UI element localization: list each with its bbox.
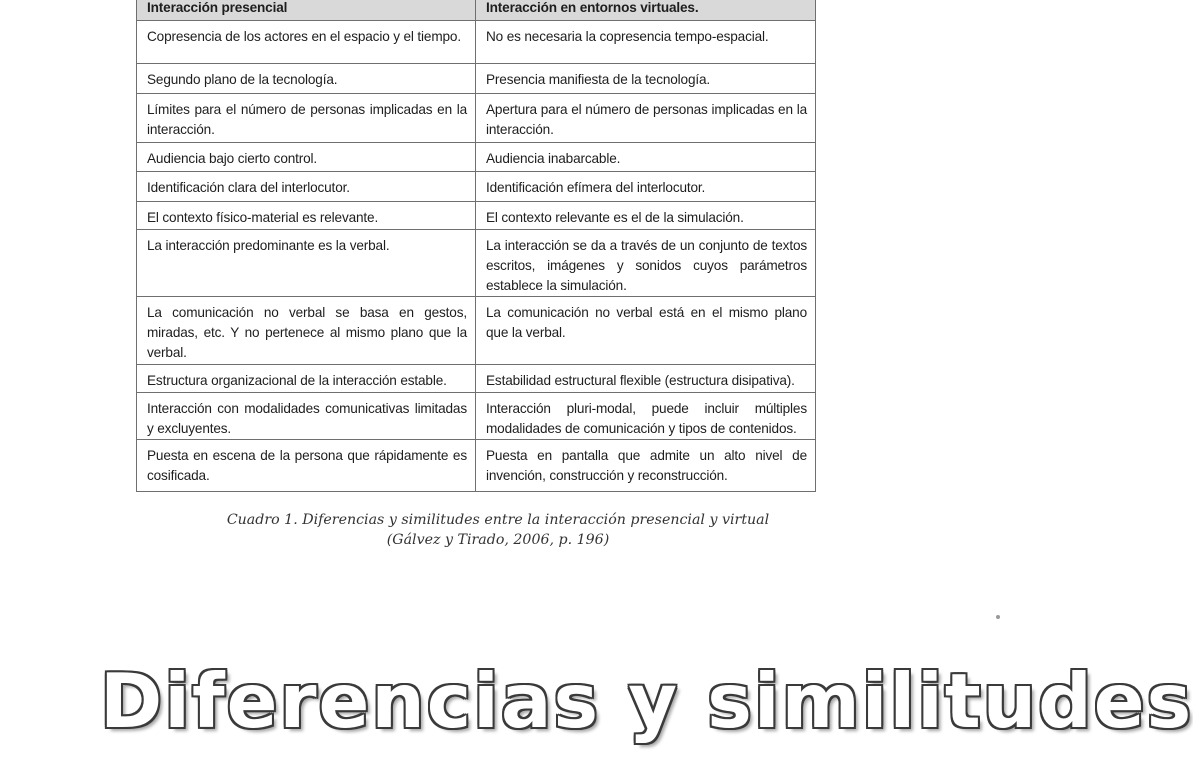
- table-row: [137, 297, 816, 365]
- table-cell: Estructura organizacional de la interacción estable.: [137, 365, 476, 393]
- table-cell: Interacción pluri-modal, puede incluir múltiples modalidades de comunicación y tipos de contenidos.: [476, 393, 816, 440]
- table-cell: La comunicación no verbal está en el mismo plano que la verbal.: [476, 297, 816, 365]
- table-caption-source: (Gálvez y Tirado, 2006, p. 196): [386, 532, 610, 548]
- table-cell: La comunicación no verbal se basa en gestos, miradas, etc. Y no pertenece al mismo plano que la verbal.: [137, 297, 476, 365]
- comparison-table: [136, 0, 816, 492]
- table-row: [137, 94, 816, 143]
- table-row: [137, 393, 816, 440]
- table-cell: Apertura para el número de personas implicadas en la interacción.: [476, 94, 816, 143]
- table-row: [137, 440, 816, 492]
- table-caption-title: Cuadro 1. Diferencias y similitudes entre la interacción presencial y virtual: [226, 512, 770, 528]
- slide-title: Diferencias y similitudes: [100, 657, 1193, 745]
- table-cell: El contexto físico-material es relevante.: [137, 202, 476, 230]
- table-cell: El contexto relevante es el de la simulación.: [476, 202, 816, 230]
- table-row: [137, 143, 816, 172]
- table-cell: Audiencia bajo cierto control.: [137, 143, 476, 172]
- table-row: [137, 64, 816, 94]
- table-row: [137, 21, 816, 64]
- table-cell: Presencia manifiesta de la tecnología.: [476, 64, 816, 94]
- table-cell: Puesta en pantalla que admite un alto nivel de invención, construcción y reconstrucción.: [476, 440, 816, 492]
- table-cell: La interacción se da a través de un conjunto de textos escritos, imágenes y sonidos cuyos parámetros establece la simulación.: [476, 230, 816, 297]
- table-cell: Límites para el número de personas implicadas en la interacción.: [137, 94, 476, 143]
- table-cell: La interacción predominante es la verbal.: [137, 230, 476, 297]
- table-cell: Audiencia inabarcable.: [476, 143, 816, 172]
- decorative-dot: [996, 615, 1000, 619]
- column-header-virtual: Interacción en entornos virtuales.: [476, 0, 816, 21]
- table-cell: Estabilidad estructural flexible (estructura disipativa).: [476, 365, 816, 393]
- table-cell: Identificación efímera del interlocutor.: [476, 172, 816, 202]
- table-cell: Identificación clara del interlocutor.: [137, 172, 476, 202]
- table-cell: Copresencia de los actores en el espacio y el tiempo.: [137, 21, 476, 64]
- table-cell: No es necesaria la copresencia tempo-espacial.: [476, 21, 816, 64]
- table-row: [137, 202, 816, 230]
- table-header-row: [137, 0, 816, 21]
- column-header-presencial: Interacción presencial: [137, 0, 476, 21]
- table-cell: Interacción con modalidades comunicativas limitadas y excluyentes.: [137, 393, 476, 440]
- table-row: [137, 230, 816, 297]
- table-row: [137, 365, 816, 393]
- table-cell: Puesta en escena de la persona que rápidamente es cosificada.: [137, 440, 476, 492]
- table-row: [137, 172, 816, 202]
- table-cell: Segundo plano de la tecnología.: [137, 64, 476, 94]
